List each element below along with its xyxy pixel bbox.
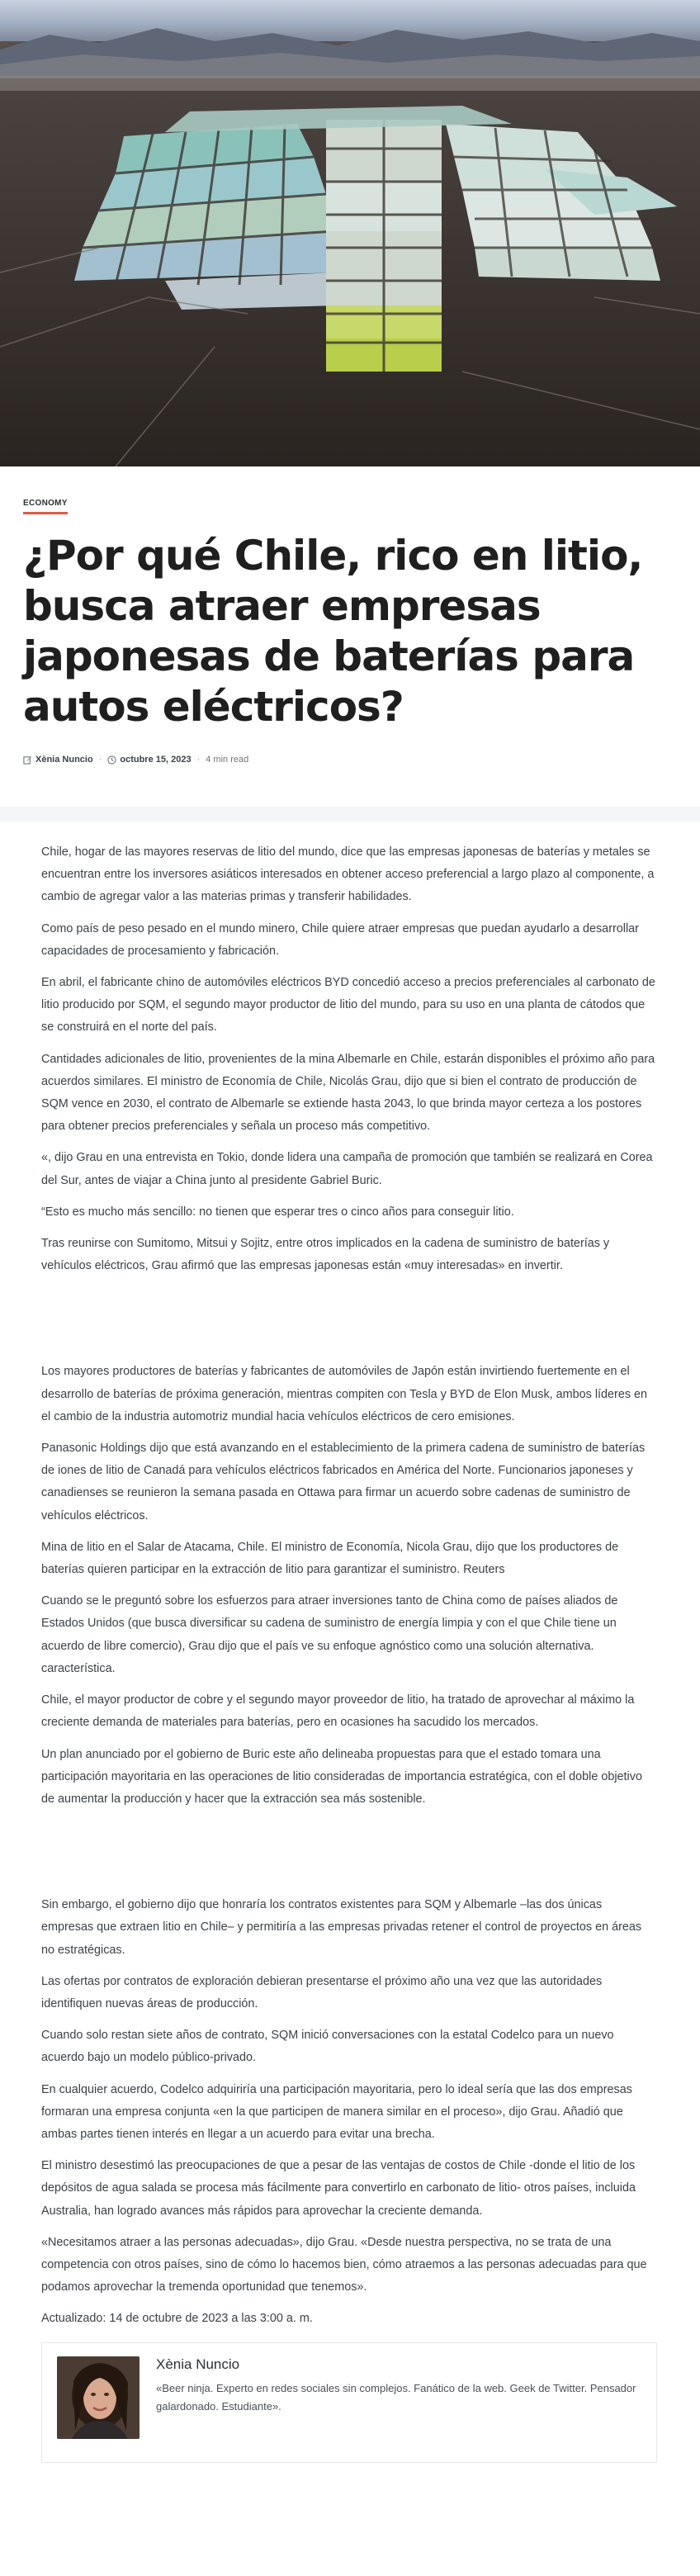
ad-spacer (41, 1286, 657, 1361)
hero-image (0, 0, 700, 466)
paragraph: Sin embargo, el gobierno dijo que honraría los contratos existentes para SQM y Albemarle –las dos únicas empresas que extraen litio en Chile– y permitiría a las empresas privadas retener el control de proyectos en áreas no estratégicas. (41, 1898, 642, 1957)
meta-author-link[interactable] (23, 755, 93, 765)
paragraph: Cantidades adicionales de litio, provenientes de la mina Albemarle en Chile, estarán disponibles el próximo año para acuerdos similares. El ministro de Economía de Chile, Nicolás Grau, dijo que si bien el contrato de producción de SQM vence en 2030, el contrato de Albemarle se extiende hasta 2043, lo que brinda mayor certeza a los postores para obtener precios preferenciales y señala un proceso más competitivo. (41, 1052, 655, 1134)
ad-spacer (41, 1820, 657, 1894)
paragraph: Las ofertas por contratos de exploración debieran presentarse el próximo año una vez que las autoridades identifiquen nuevas áreas de producción. (41, 1974, 603, 2010)
paragraph: «, dijo Grau en una entrevista en Tokio, donde lidera una campaña de promoción que también se realizará en Corea del Sur, antes de viajar a China junto al presidente Gabriel Buric. (41, 1151, 653, 1187)
clock-icon (107, 755, 116, 765)
avatar[interactable] (57, 2356, 140, 2439)
author-bio: «Beer ninja. Experto en redes sociales sin complejos. Fanático de la web. Geek de Twitter. Pensador galardonado. Estudiante». (156, 2381, 636, 2413)
author-name[interactable]: Xènia Nuncio (156, 2356, 240, 2372)
paragraph: Un plan anunciado por el gobierno de Buric este año delineaba propuestas para que el estado tomara una participación mayoritaria en las operaciones de litio consideradas de importancia estratégica, con el doble objetivo de aumentar la producción y hacer que la extracción sea más sostenible. (41, 1747, 642, 1806)
meta-date-text: octubre 15, 2023 (120, 755, 192, 765)
paragraph: Chile, el mayor productor de cobre y el segundo mayor proveedor de litio, ha tratado de aprovechar al máximo la creciente demanda de materiales para baterías, pero en ocasiones ha sacudido los mercados. (41, 1693, 635, 1730)
meta-separator: · (98, 755, 102, 765)
meta-date (107, 755, 191, 765)
meta-read-time: 4 min read (206, 755, 249, 765)
category-badge[interactable]: ECONOMY (23, 499, 68, 514)
paragraph: Cuando solo restan siete años de contrato, SQM inició conversaciones con la estatal Codelco para un nuevo acuerdo bajo un modelo público-privado. (41, 2029, 614, 2065)
paragraph: Como país de peso pesado en el mundo minero, Chile quiere atraer empresas que puedan ayudarlo a desarrollar capacidades de procesamiento y fabricación. (41, 921, 639, 958)
paragraph: “Esto es mucho más sencillo: no tienen que esperar tres o cinco años para conseguir litio. (41, 1205, 514, 1219)
paragraph: Chile, hogar de las mayores reservas de litio del mundo, dice que las empresas japonesas de baterías y metales se encuentran entre los inversores asiáticos interesados en obtener acceso preferencial a largo plazo al componente, a cambio de agregar valor a las materias primas y transferir habilidades. (41, 845, 655, 904)
paragraph: Los mayores productores de baterías y fabricantes de automóviles de Japón están invirtiendo fuertemente en el desarrollo de baterías de próxima generación, mientras compiten con Tesla y BYD de Elon Musk, ambos líderes en el cambio de la industria automotriz mundial hacia vehículos eléctricos de cero emisiones. (41, 1365, 648, 1423)
author-avatar-photo (57, 2356, 140, 2439)
page-title: ¿Por qué Chile, rico en litio, busca atraer empresas japonesas de baterías para autos eléctricos? (23, 532, 643, 731)
article-body (0, 822, 700, 2331)
meta-separator: · (196, 755, 201, 765)
meta-author-name: Xènia Nuncio (35, 755, 93, 765)
paragraph: En abril, el fabricante chino de automóviles eléctricos BYD concedió acceso a precios preferenciales al carbonato de litio producido por SQM, el segundo mayor productor de litio del mundo, para su uso en una planta de cátodos que se construirá en el norte del país. (41, 976, 655, 1035)
paragraph: Tras reunirse con Sumitomo, Mitsui y Sojitz, entre otros implicados en la cadena de suministro de baterías y vehículos eléctricos, Grau afirmó que las empresas japonesas están «muy interesadas» en invertir. (41, 1237, 610, 1273)
author-box (41, 2342, 657, 2463)
section-divider (0, 807, 700, 822)
paragraph: El ministro desestimó las preocupaciones de que a pesar de las ventajas de costos de Chile -donde el litio de los depósitos de agua salada se procesa más fácilmente para convertirlo en carbonato de litio- otros países, incluida Australia, han logrado avances más rápidos para aprovechar la creciente demanda. (41, 2159, 636, 2218)
pencil-square-icon (23, 755, 32, 765)
paragraph: «Necesitamos atraer a las personas adecuadas», dijo Grau. «Desde nuestra perspectiva, no se trata de una competencia con otros países, sino de cómo lo hacemos bien, cómo atraemos a las personas adecuadas para que podamos aprovechar la tremenda oportunidad que tenemos». (41, 2235, 647, 2294)
paragraph: Cuando se le preguntó sobre los esfuerzos para atraer inversiones tanto de China como de países aliados de Estados Unidos (que busca diversificar su cadena de suministro de energía limpia y con el que Chile tiene un acuerdo de libre comercio), Grau dijo que el país ve su enfoque agnóstico como una solución alternativa. característica. (41, 1594, 618, 1675)
paragraph: Mina de litio en el Salar de Atacama, Chile. El ministro de Economía, Nicola Grau, dijo que los productores de baterías quieren participar en la extracción de litio para garantizar el suministro. Reuters (41, 1540, 619, 1577)
author-info (156, 2356, 643, 2462)
paragraph: Panasonic Holdings dijo que está avanzando en el establecimiento de la primera cadena de suministro de baterías de iones de litio de Canadá para vehículos eléctricos fabricados en América del Norte. Funcionarios japoneses y canadienses se reunieron la semana pasada en Ottawa para firmar un acuerdo sobre cadenas de suministro de vehículos eléctricos. (41, 1442, 646, 1522)
updated-timestamp: Actualizado: 14 de octubre de 2023 a las 3:00 a. m. (41, 2312, 313, 2326)
salt-flat-ponds-image (0, 0, 700, 466)
post-meta (23, 752, 677, 767)
post-header (0, 466, 700, 767)
paragraph: En cualquier acuerdo, Codelco adquiriría una participación mayoritaria, pero lo ideal sería que las dos empresas formaran una empresa conjunta «en la que participen de manera similar en el proceso», dijo Grau. Añadió que ambas partes tienen interés en llegar a un acuerdo para evitar una brecha. (41, 2082, 632, 2141)
